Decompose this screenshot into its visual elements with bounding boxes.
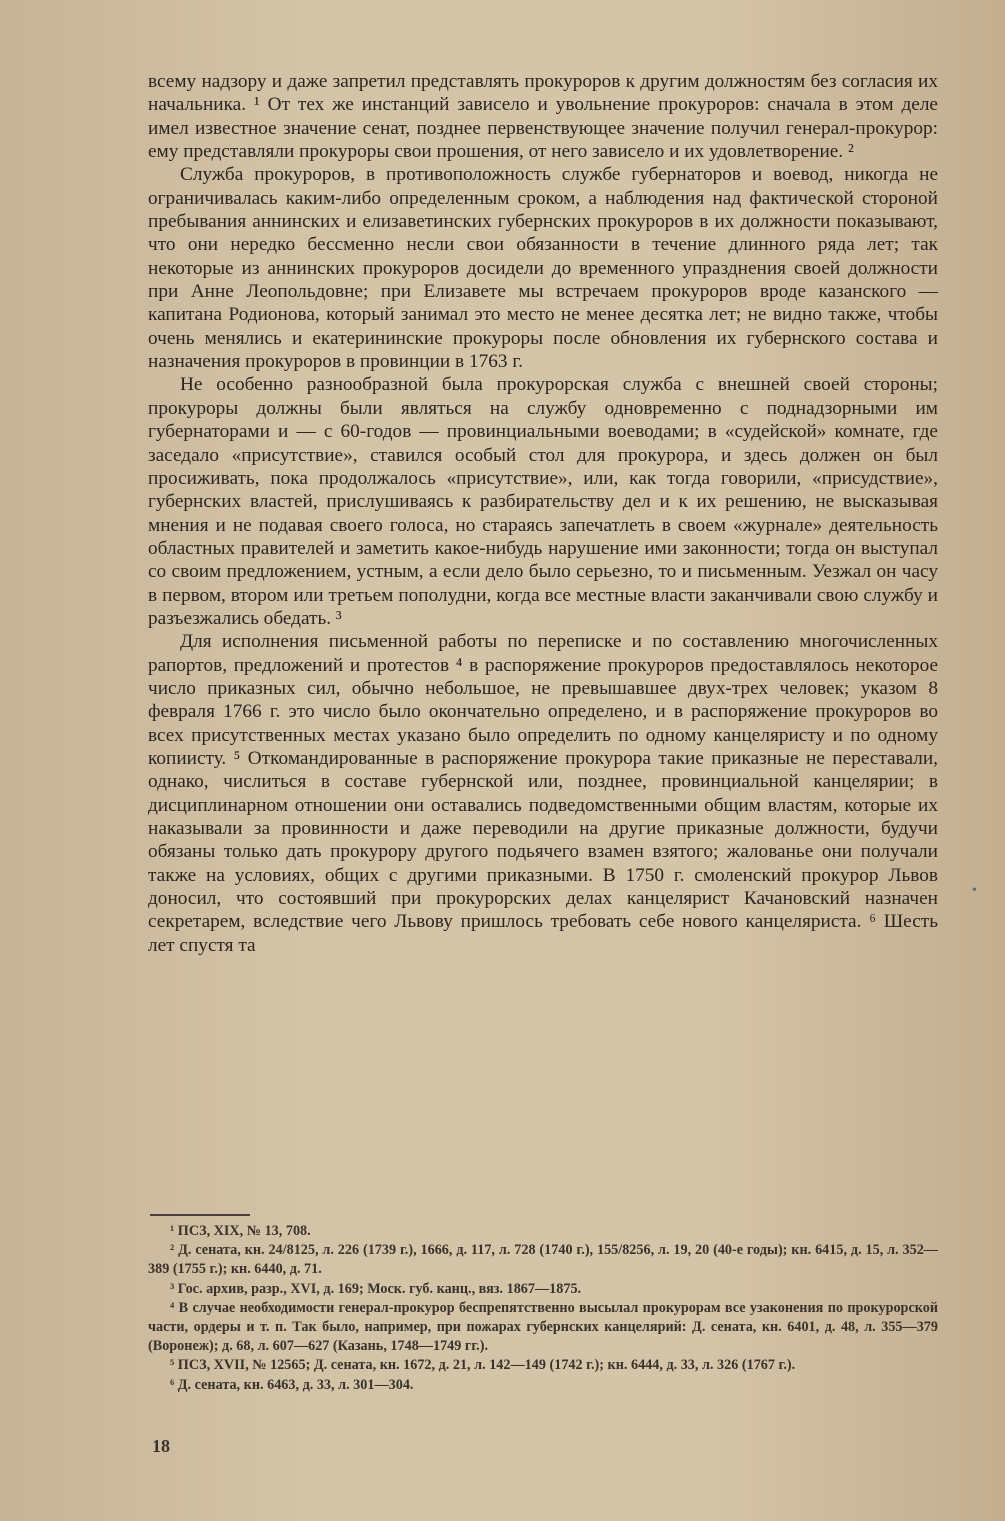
footnote-1: ¹ ПСЗ, XIX, № 13, 708. bbox=[170, 1223, 311, 1239]
main-text bbox=[148, 70, 938, 957]
footnote-divider bbox=[150, 1214, 250, 1216]
footnote-5: ⁵ ПСЗ, XVII, № 12565; Д. сената, кн. 1672, д. 21, л. 142—149 (1742 г.); кн. 6444, д. 33, л. 326 (1767 г.). bbox=[170, 1357, 796, 1374]
page-number: 18 bbox=[152, 1436, 170, 1456]
paragraph-4: Для исполнения письменной работы по переписке и по составлению многочисленных рапортов, предложений и протестов ⁴ в распоряжение прокуроров предоставлялось некоторое число приказных сил, обычно небольшое, не превышавшее двух-трех человек; указом 8 февраля 1766 г. это число было окончательно определено, и в распоряжение прокуроров во всех присутственных местах указано было определить по одному канцеляристу и по одному копиисту. ⁵ Откомандированные в распоряжение прокурора такие приказные не переставали, однако, числиться в составе губернской или, позднее, провинциальной канцелярии; в дисциплинарном отношении они оставались подведомственными общим властям, которые их наказывали за провинности и даже переводили на другие приказные должности, будучи обязаны только дать прокурору другого подьячего взамен взятого; жалованье они получали также на условиях, общих с другими приказными. В 1750 г. смоленский прокурор Львов доносил, что состоявший при прокурорских делах канцелярист Качановский назначен секретарем, вследствие чего Львову пришлось требовать себе нового канцеляриста. ⁶ Шесть лет спустя та bbox=[148, 631, 938, 956]
paragraph-1: всему надзору и даже запретил представлять прокуроров к другим должностям без согласия их начальника. ¹ От тех же инстанций зависело и увольнение прокуроров: сначала в этом деле имел известное значение сенат, позднее первенствующее значение получил генерал-прокурор: ему представляли прокуроры свои прошения, от него зависело и их удовлетворение. ² bbox=[148, 71, 938, 163]
footnote-2: ² Д. сената, кн. 24/8125, л. 226 (1739 г.), 1666, д. 117, л. 728 (1740 г.), 155/8256, л. 19, 20 (40-е годы); кн. 6415, д. 15, л. 352—389 (1755 г.); кн. 6440, д. 71. bbox=[148, 1242, 938, 1278]
footnotes bbox=[148, 1222, 938, 1395]
footnote-3: ³ Гос. архив, разр., XVI, д. 169; Моск. губ. канц., вяз. 1867—1875. bbox=[170, 1280, 582, 1297]
paragraph-2: Служба прокуроров, в противоположность службе губернаторов и воевод, никогда не ограничивалась каким-либо определенным сроком, а наблюдения над фактической стороной пребывания аннинских и елизаветинских губернских прокуроров в их должности показывают, что они нередко бессменно несли свои обязанности в течение длинного ряда лет; так некоторые из аннинских прокуроров досидели до временного упразднения своей должности при Анне Леопольдовне; при Елизавете мы встречаем прокуроров вроде казанского — капитана Родионова, который занимал это место не менее десятка лет; не видно также, чтобы очень менялись и екатерининские прокуроры после обновления их губернского состава и назначения прокуроров в провинции в 1763 г. bbox=[148, 164, 938, 373]
margin-mark-icon: • bbox=[972, 883, 977, 898]
footnote-4: ⁴ В случае необходимости генерал-прокурор беспрепятственно высылал прокурорам все узаконения по прокурорской части, ордеры и т. п. Так было, например, при пожарах губернских канцелярий: Д. сената, кн. 6401, д. 48, л. 355—379 (Воронеж); д. 68, л. 607—627 (Казань, 1748—1749 гг.). bbox=[148, 1299, 938, 1355]
footnote-6: ⁶ Д. сената, кн. 6463, д. 33, л. 301—304. bbox=[170, 1376, 414, 1393]
paragraph-3: Не особенно разнообразной была прокурорская служба с внешней своей стороны; прокуроры должны были являться на службу одновременно с поднадзорными им губернаторами и — с 60-годов — провинциальными воеводами; в «судейской» комнате, где заседало «присутствие», ставился особый стол для прокурора, и здесь должен он был просиживать, пока продолжалось «присутствие», или, как тогда говорили, «присудствие», губернских властей, прислушиваясь к разбирательству дел и к их решению, не высказывая мнения и не подавая своего голоса, но стараясь запечатлеть в своем «журнале» деятельность областных правителей и заметить какое-нибудь нарушение ими законности; тогда он выступал со своим предложением, устным, а если дело было серьезно, то и письменным. Уезжал он часу в первом, втором или третьем пополудни, когда все местные власти заканчивали свою службу и разъезжались обедать. ³ bbox=[148, 374, 938, 629]
